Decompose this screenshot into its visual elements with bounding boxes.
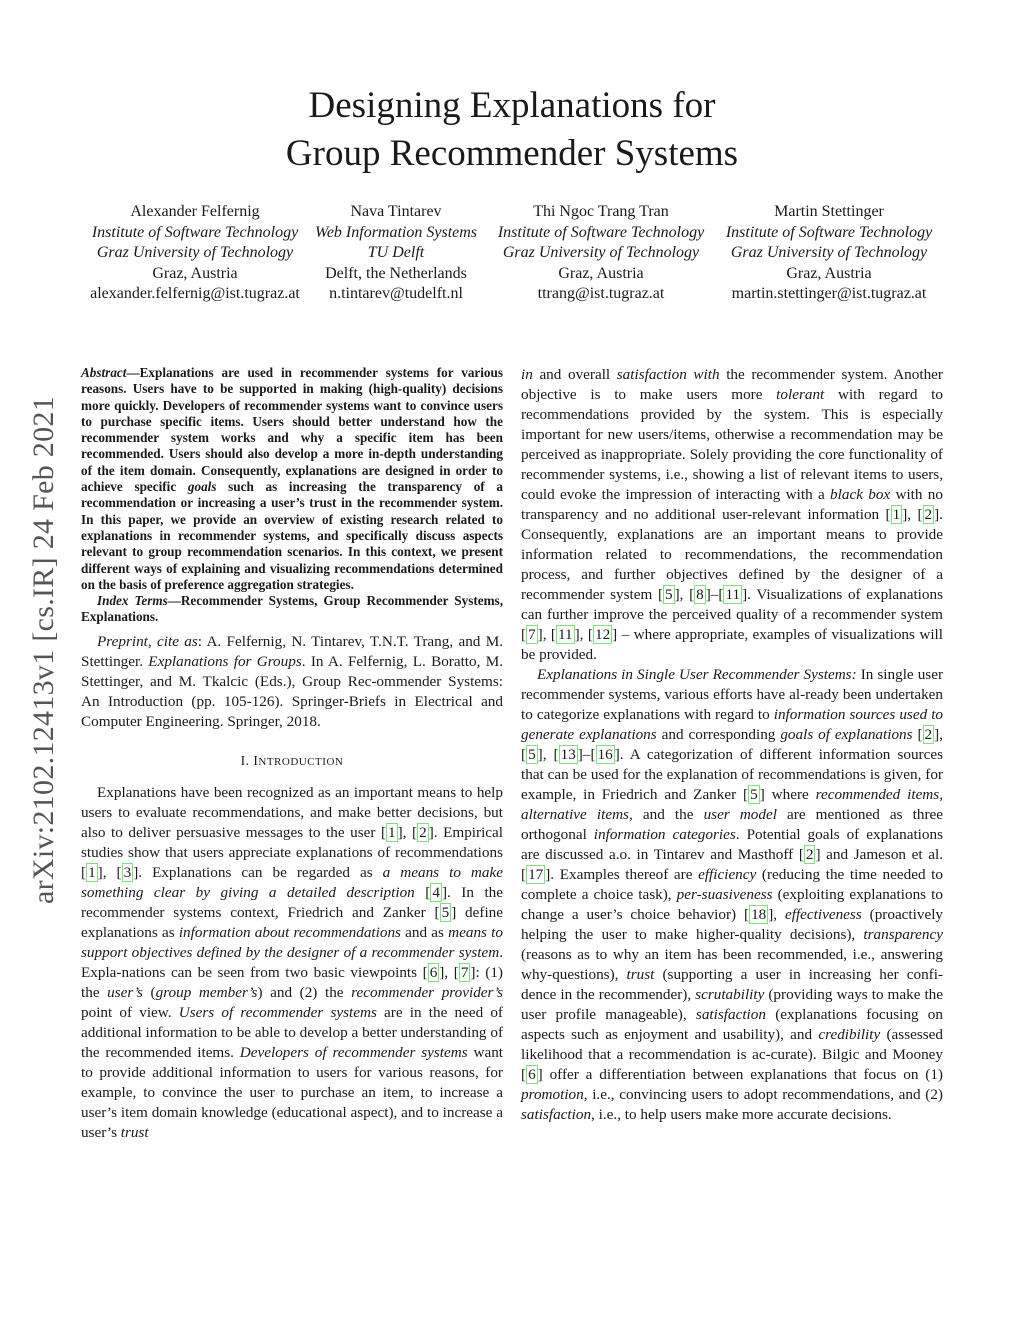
section-title-rest: NTRODUCTION (258, 755, 344, 768)
arxiv-identifier[interactable]: arXiv:2102.12413v1 [cs.IR] 24 Feb 2021 (27, 395, 60, 905)
author-tintarev (306, 202, 486, 305)
abstract-label: Abstract (81, 365, 127, 380)
author-block (80, 202, 950, 312)
citation-link[interactable]: 18 (751, 906, 767, 923)
author-university: Graz University of Technology (96, 244, 294, 262)
title-line-1: Designing Explanations for (308, 85, 716, 126)
citation-link[interactable]: 2 (419, 823, 427, 841)
abstract: Abstract—Explanations are used in recommender systems for various reasons. Users have to be supported in making (high-quality) decisions more quickly. Developers of recommender systems want to convince users to purchase specific items. Users should better understand how the recommender system works and why a specific item has been recommended. Users should also develop a more in-depth understanding of the item domain. Consequently, explanations are designed in order to achieve specific goals such as increasing the transparency of a recommendation or increasing a user’s trust in the recommender system. In this paper, we provide an overview of existing research related to explanations in recommender systems, and specifically discuss aspects relevant to group recommendation scenarios. In this context, we present different ways of explaining and visualizing recommendations determined on the basis of preference aggregation strategies. (81, 365, 503, 592)
author-affiliation: Institute of Software Technology (725, 223, 933, 241)
author-university: Graz University of Technology (730, 244, 928, 262)
author-name: Martin Stettinger (774, 203, 884, 220)
citation-link[interactable]: 6 (429, 963, 438, 981)
citation-link[interactable]: 8 (696, 586, 704, 603)
left-column (81, 365, 503, 1143)
citation-link[interactable]: 5 (528, 746, 536, 763)
author-email[interactable]: ttrang@ist.tugraz.at (537, 285, 665, 303)
author-university: TU Delft (367, 244, 425, 262)
author-tran (486, 202, 716, 305)
citation-link[interactable]: 11 (558, 626, 573, 643)
author-email[interactable]: n.tintarev@tudelft.nl (329, 285, 463, 303)
author-felfernig (80, 202, 310, 305)
single-user-paragraph: Explanations in Single User Recommender Systems: In single user recommender systems, various efforts have al-ready been undertaken to categorize explanations with regard to information sources used to generate explanations and corresponding goals of explanations [ 2 ], [ 5 ], [ 13 ]–[ 16 ]. A categorization of different information sources that can be used for the explanation of recommendations is given, for example, in Friedrich and Zanker [ 5 ] where recommended items, alternative items, and the user model are mentioned as three orthogonal information categories. Potential goals of explanations are discussed a.o. in Tintarev and Masthoff [ 2 ] and Jameson et al. [ 17 ]. Examples thereof are efficiency (reducing the time needed to complete a choice task), per-suasiveness (exploiting explanations to change a user’s choice behavior) [ 18 ], effectiveness (proactively helping the user to make higher-quality decisions), transparency (reasons as to why an item has been recommended, i.e., answering why-questions), trust (supporting a user in increasing her confi-dence in the recommender), scrutability (providing ways to make the user profile manageable), satisfaction (explanations focusing on aspects such as enjoyment and usability), and credibility (assessed likelihood that a recommendation is ac-curate). Bilgic and Mooney [ 6 ] offer a differentiation between explanations that focus on (1) promotion, i.e., convincing users to adopt recommendations, and (2) satisfaction, i.e., to help users make more accurate decisions. (521, 666, 944, 1123)
title-line-2: Group Recommender Systems (285, 133, 739, 174)
citation-link[interactable]: 13 (560, 746, 576, 763)
author-name: Nava Tintarev (350, 203, 442, 220)
section-heading-introduction (81, 753, 503, 769)
author-affiliation: Institute of Software Technology (91, 223, 299, 241)
citation-link[interactable]: 1 (388, 823, 396, 841)
intro-paragraph-continued: in and overall satisfaction with the recommender system. Another objective is to make users more tolerant with regard to recommendations provided by the system. This is especially important for new users/items, otherwise a recommendation may be perceived as inappropriate. Solely providing the core functionality of recommender systems, i.e., showing a list of relevant items to users, could evoke the impression of interacting with a black box with no transparency and no additional user-relevant information [ 1 ], [ 2 ]. Consequently, explanations are an important means to provide information related to recommendations, the recommendation process, and further objectives defined by the designer of a recommender system [ 5 ], [ 8 ]–[ 11 ]. Visualizations of explanations can further improve the perceived quality of a recommender system [ 7 ], [ 11 ], [ 12 ] – where appropriate, examples of visualizations will be provided. (521, 366, 943, 663)
citation-link[interactable]: 12 (594, 626, 611, 643)
index-terms-label: Index Terms (97, 593, 168, 609)
citation-link[interactable]: 7 (528, 626, 536, 643)
index-terms-text: —Recommender Systems, Group Recommender Systems, Explanations. (81, 593, 503, 625)
section-number: I. (240, 752, 254, 768)
paper-title (0, 82, 1024, 178)
citation-link[interactable]: 7 (460, 963, 469, 981)
citation-link[interactable]: 17 (528, 866, 544, 883)
citation-link[interactable]: 6 (528, 1066, 536, 1083)
citation-link[interactable]: 16 (597, 746, 613, 763)
citation-link[interactable]: 1 (88, 863, 96, 881)
citation-link[interactable]: 2 (924, 726, 933, 743)
citation-link[interactable]: 5 (441, 903, 450, 921)
author-location: Delft, the Netherlands (325, 264, 467, 282)
author-university: Graz University of Technology (502, 244, 700, 262)
citation-link[interactable]: 4 (432, 883, 440, 901)
intro-paragraph: Explanations have been recognized as an important means to help users to evaluate recommendations, and make better decisions, but also to deliver persuasive messages to the user [ 1 ], [ 2 ]. Empirical studies show that users appreciate explanations of recommendations [ 1 ], [ 3 ]. Explanations can be regarded as a means to make something clear by giving a detailed description [ 4 ]. In the recommender systems context, Friedrich and Zanker [ 5 ] define explanations as information about recommendations and as means to support objectives defined by the designer of a recommender system. Expla-nations can be seen from two basic viewpoints [ 6 ], [ 7 ]: (1) the user’s (group member’s) and (2) the recommender provider’s point of view. Users of recommender systems are in the need of additional information to be able to develop a better understanding of the recommended items. Developers of recommender systems want to provide additional information to users for various reasons, for example, to convince the user to purchase an item, to increase a user’s item domain knowledge (educational aspect), and to increase a user’s trust (81, 783, 504, 1141)
author-affiliation: Institute of Software Technology (497, 223, 705, 241)
preprint-note: Preprint, cite as: A. Felfernig, N. Tintarev, T.N.T. Trang, and M. Stettinger. Explanations for Groups. In A. Felfernig, L. Boratto, M. Stettinger, and M. Tkalcic (Eds.), Group Rec-ommender Systems: An Introduction (pp. 105-126). Springer-Briefs in Electrical and Computer Engineering. Springer, 2018. (81, 632, 503, 730)
section-title-initial: I (253, 752, 259, 768)
author-name: Thi Ngoc Trang Tran (533, 203, 669, 220)
citation-link[interactable]: 1 (892, 506, 901, 523)
author-location: Graz, Austria (152, 264, 238, 282)
citation-link[interactable]: 3 (123, 863, 132, 881)
citation-link[interactable]: 5 (665, 586, 673, 603)
citation-link[interactable]: 2 (805, 846, 814, 863)
author-location: Graz, Austria (786, 264, 872, 282)
citation-link[interactable]: 11 (725, 586, 741, 603)
right-column (521, 365, 943, 1125)
author-location: Graz, Austria (558, 264, 644, 282)
author-email[interactable]: alexander.felfernig@ist.tugraz.at (90, 285, 300, 303)
citation-link[interactable]: 2 (924, 506, 933, 523)
author-email[interactable]: martin.stettinger@ist.tugraz.at (731, 285, 927, 303)
preprint-label: Preprint, cite as (97, 632, 198, 650)
author-affiliation: Web Information Systems (314, 223, 478, 241)
author-stettinger (714, 202, 944, 305)
author-name: Alexander Felfernig (130, 203, 260, 220)
citation-link[interactable]: 5 (750, 786, 758, 803)
index-terms (81, 593, 503, 626)
